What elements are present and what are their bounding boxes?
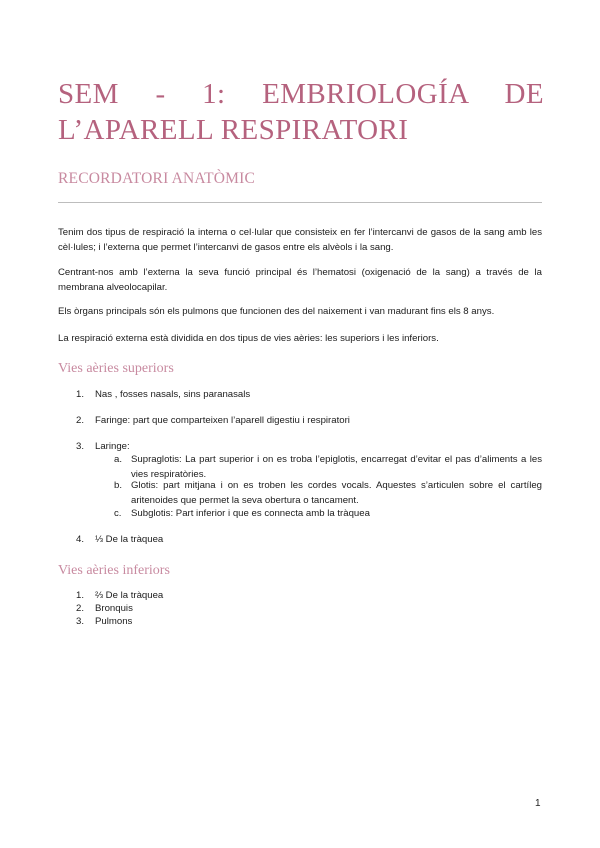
list-item: Nas , fosses nasals, sins paranasals <box>95 389 251 400</box>
divider <box>58 202 542 203</box>
sub-list-item: Supraglotis: La part superior i on es troba l’epiglotis, encarregat d’evitar el pas d’aliments a les vies respiratòries. <box>131 454 542 480</box>
list-item-number: 3. <box>76 616 85 627</box>
list-item-number: 1. <box>76 590 85 601</box>
page-number: 1 <box>535 798 541 809</box>
list-item: Pulmons <box>95 616 133 627</box>
paragraph-4: La respiració externa està dividida en dos tipus de vies aèries: les superiors i les inferiors. <box>58 333 439 344</box>
paragraph-3: Els òrgans principals són els pulmons que funcionen des del naixement i van madurant fins els 8 anys. <box>58 306 495 317</box>
sub-list-item-letter: b. <box>114 480 123 491</box>
sub-list-item-letter: a. <box>114 454 123 465</box>
list-item-number: 2. <box>76 603 85 614</box>
paragraph-2: Centrant-nos amb l’externa la seva funció principal és l’hematosi (oxigenació de la sang) a través de la membrana alveolocapilar. <box>58 267 542 293</box>
sub-list-item: Glotis: part mitjana i on es troben les cordes vocals. Aquestes s’articulen sobre el cartíleg aritenoides que permet la seva obertura o tancament. <box>131 480 542 506</box>
sub-list-item-letter: c. <box>114 508 122 519</box>
list-item-number: 2. <box>76 415 85 426</box>
list-item: Laringe: <box>95 441 130 452</box>
list-item: ⅔ De la tràquea <box>95 590 164 601</box>
list-item-number: 4. <box>76 534 85 545</box>
paragraph-1: Tenim dos tipus de respiració la interna o cel·lular que consisteix en fer l’intercanvi de gasos de la sang amb les cèl·lules; i l’externa que permet l’intercanvi de gasos entre els alvèols i la sang. <box>58 227 542 253</box>
page-title: SEM - 1: EMBRIOLOGÍA DE L’APARELL RESPIRATORI <box>58 78 544 146</box>
list-item: Faringe: part que comparteixen l’aparell digestiu i respiratori <box>95 415 350 426</box>
list-item: Bronquis <box>95 603 133 614</box>
list-item: ⅓ De la tràquea <box>95 534 164 545</box>
heading-vies-inferiors: Vies aèries inferiors <box>58 563 170 578</box>
sub-list-item: Subglotis: Part inferior i que es connecta amb la tràquea <box>131 508 370 519</box>
list-item-number: 3. <box>76 441 85 452</box>
section-subtitle: RECORDATORI ANATÒMIC <box>58 170 256 187</box>
list-item-number: 1. <box>76 389 85 400</box>
heading-vies-superiors: Vies aèries superiors <box>58 361 174 376</box>
